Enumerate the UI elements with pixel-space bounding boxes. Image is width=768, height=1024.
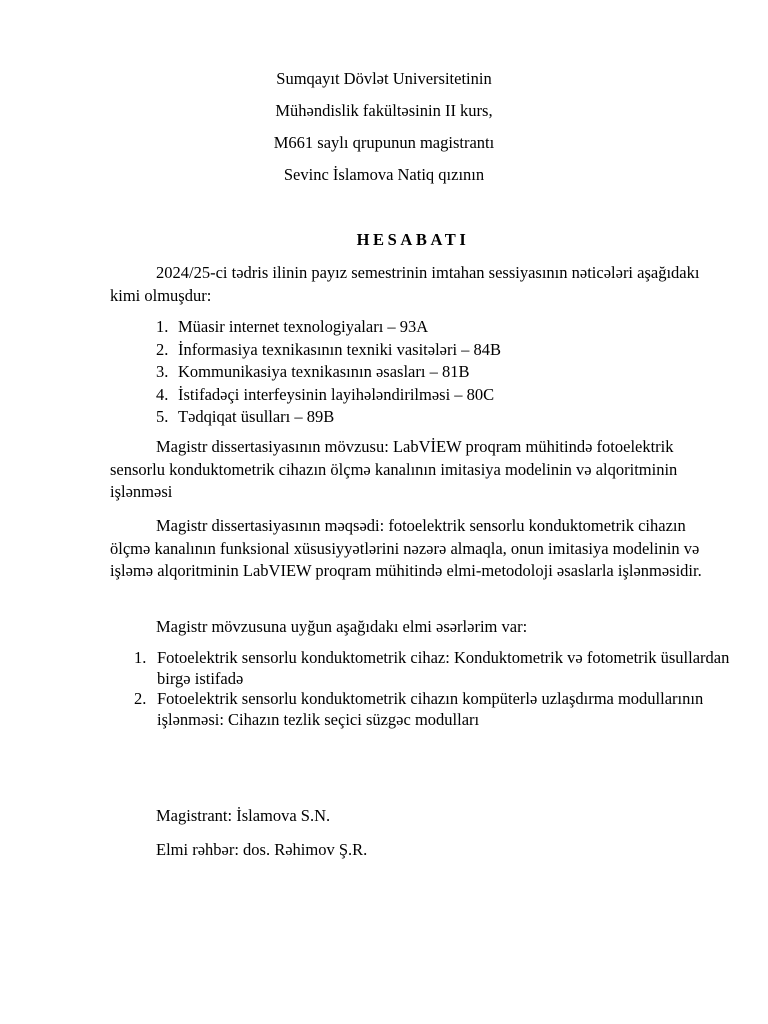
list-item-number: 3. <box>156 362 169 381</box>
dissertation-goal-paragraph: Magistr dissertasiyasının məqsədi: fotoelektrik sensorlu konduktometrik cihazın ölçmə kanalının funksional xüsusiyyətlərini nəzərə almaqla, onun imitasiya modelinin və işləmə alqoritminin LabVIEW proqram mühitində elmi-metodoloji əsaslarla işlənməsidir. <box>110 516 702 580</box>
list-item-number: 2. <box>134 689 147 708</box>
list-item <box>156 361 501 384</box>
list-item-number: 5. <box>156 407 169 426</box>
list-item <box>134 648 734 689</box>
list-item-number: 1. <box>156 317 169 336</box>
student-name-line: Sevinc İslamova Natiq qızının <box>283 165 485 184</box>
list-item-text: Müasir internet texnologiyaları – 93A <box>178 317 429 336</box>
document-title: HESABATI <box>356 230 470 249</box>
dissertation-topic-paragraph: Magistr dissertasiyasının mövzusu: LabVİEW proqram mühitində fotoelektrik sensorlu konduktometrik cihazın ölçmə kanalının imitasiya modelinin və alqoritminin işlənməsi <box>110 437 678 501</box>
list-item <box>156 316 501 339</box>
list-item-text: Fotoelektrik sensorlu konduktometrik cihazın kompüterlə uzlaşdırma modullarının işlənməsi: Cihazın tezlik seçici süzgəc modulları <box>157 689 704 729</box>
list-item-text: Fotoelektrik sensorlu konduktometrik cihaz: Konduktometrik və fotometrik üsullardan birgə istifadə <box>157 648 730 688</box>
list-item-text: İnformasiya texnikasının texniki vasitələri – 84B <box>178 339 502 359</box>
intro-paragraph: 2024/25-ci tədris ilinin payız semestrinin imtahan sessiyasının nəticələri aşağıdakı kimi olmuşdur: <box>110 263 700 305</box>
group-line: M661 saylı qrupunun magistrantı <box>273 133 495 152</box>
scientific-works-list <box>134 648 734 730</box>
list-item <box>134 689 734 730</box>
list-item-number: 1. <box>134 648 147 667</box>
student-signature-line: Magistrant: İslamova S.N. <box>156 806 331 825</box>
list-item-text: İstifadəçi interfeysinin layihələndirilməsi – 80C <box>178 384 495 404</box>
list-item-number: 4. <box>156 384 169 404</box>
faculty-line: Mühəndislik fakültəsinin II kurs, <box>275 101 493 120</box>
works-intro-paragraph: Magistr mövzusuna uyğun aşağıdakı elmi əsərlərim var: <box>156 617 528 636</box>
university-line: Sumqayıt Dövlət Universitetinin <box>276 69 492 88</box>
list-item-text: Tədqiqat üsulları – 89B <box>178 407 335 426</box>
list-item-number: 2. <box>156 339 169 359</box>
exam-results-list <box>156 316 501 429</box>
list-item <box>156 384 501 407</box>
list-item-text: Kommunikasiya texnikasının əsasları – 81B <box>178 362 470 381</box>
list-item <box>156 339 501 362</box>
list-item <box>156 406 501 429</box>
supervisor-signature-line: Elmi rəhbər: dos. Rəhimov Ş.R. <box>156 840 368 859</box>
